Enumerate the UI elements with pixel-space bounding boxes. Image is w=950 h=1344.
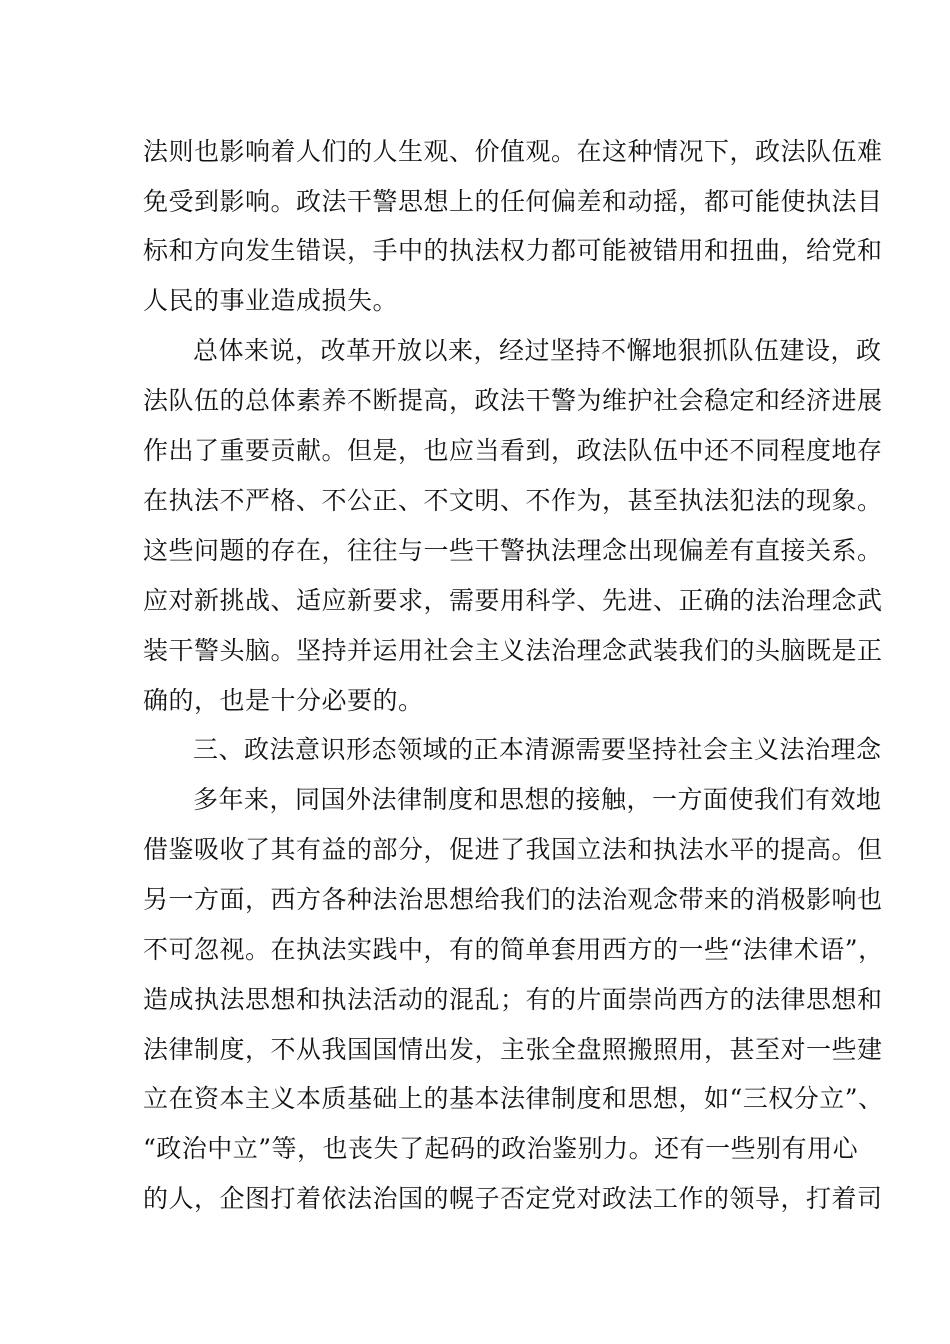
- text-line: 借鉴吸收了其有益的部分，促进了我国立法和执法水平的提高。但: [143, 835, 883, 864]
- text-line: 法队伍的总体素养不断提高，政法干警为维护社会稳定和经济进展: [143, 386, 883, 415]
- text-line: 造成执法思想和执法活动的混乱；有的片面崇尚西方的法律思想和: [143, 985, 883, 1014]
- text-line: 标和方向发生错误，手中的执法权力都可能被错用和扭曲，给党和: [143, 236, 883, 265]
- text-line: 法律制度，不从我国国情出发，主张全盘照搬照用，甚至对一些建: [143, 1035, 883, 1064]
- text-line: 在执法不严格、不公正、不文明、不作为，甚至执法犯法的现象。: [143, 486, 883, 515]
- text-line: 总体来说，改革开放以来，经过坚持不懈地狠抓队伍建设，政: [193, 336, 882, 365]
- text-line: 另一方面，西方各种法治思想给我们的法治观念带来的消极影响也: [143, 885, 883, 914]
- text-line: 这些问题的存在，往往与一些干警执法理念出现偏差有直接关系。: [143, 536, 883, 565]
- text-line: 免受到影响。政法干警思想上的任何偏差和动摇，都可能使执法目: [143, 187, 883, 216]
- text-line: 多年来，同国外法律制度和思想的接触，一方面使我们有效地: [193, 785, 882, 814]
- text-line: 的人，企图打着依法治国的幌子否定党对政法工作的领导，打着司: [143, 1184, 883, 1213]
- text-line: 装干警头脑。坚持并运用社会主义法治理念武装我们的头脑既是正: [143, 636, 883, 665]
- text-line: 法则也影响着人们的人生观、价值观。在这种情况下，政法队伍难: [143, 137, 883, 166]
- text-line: 不可忽视。在执法实践中，有的简单套用西方的一些“法律术语”，: [143, 935, 884, 964]
- text-line: 立在资本主义本质基础上的基本法律制度和思想，如“三权分立”、: [143, 1084, 884, 1113]
- text-line: 应对新挑战、适应新要求，需要用科学、先进、正确的法治理念武: [143, 586, 883, 615]
- text-line: 确的，也是十分必要的。: [143, 686, 424, 715]
- section-heading: 三、政法意识形态领域的正本清源需要坚持社会主义法治理念: [193, 735, 882, 764]
- text-line: 人民的事业造成损失。: [143, 286, 399, 315]
- text-line: “政治中立”等，也丧失了起码的政治鉴别力。还有一些别有用心: [143, 1134, 859, 1163]
- text-line: 作出了重要贡献。但是，也应当看到，政法队伍中还不同程度地存: [143, 436, 883, 465]
